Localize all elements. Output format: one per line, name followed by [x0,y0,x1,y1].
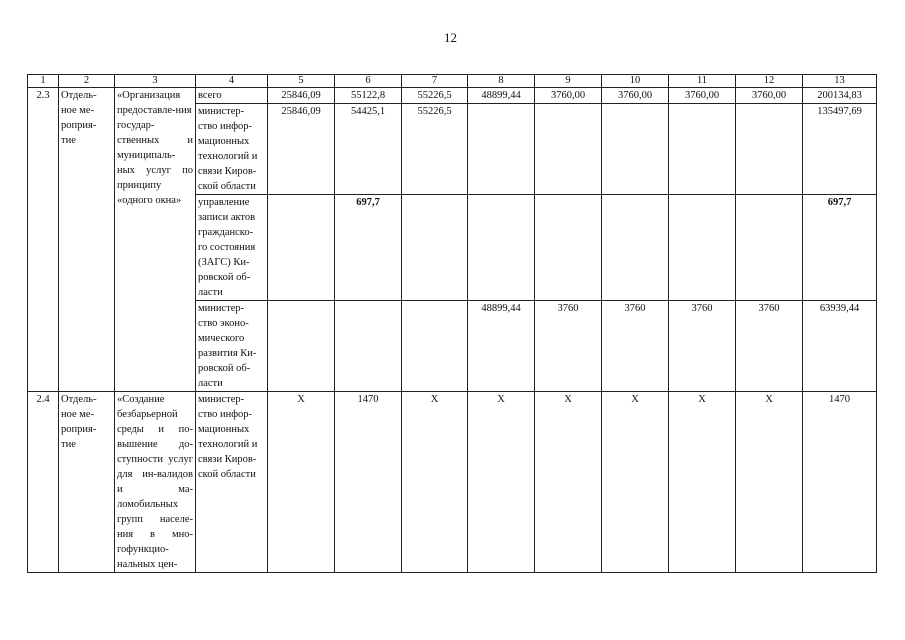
value-cell [268,195,335,301]
header-cell: 10 [602,75,669,88]
event-name: «Организация предоставле-ния государ-ственных и муниципаль-ных услуг по принципу «одного окна» [115,88,196,392]
value-cell: X [402,392,468,573]
header-cell: 6 [335,75,402,88]
value-cell: 697,7 [335,195,402,301]
header-cell: 11 [669,75,736,88]
header-cell: 1 [28,75,59,88]
value-cell: 25846,09 [268,88,335,104]
value-cell: X [602,392,669,573]
executor: всего [196,88,268,104]
header-cell: 5 [268,75,335,88]
value-cell [669,104,736,195]
value-cell: 200134,83 [803,88,877,104]
header-cell: 9 [535,75,602,88]
value-cell: 3760,00 [736,88,803,104]
value-cell: 1470 [335,392,402,573]
value-cell: X [669,392,736,573]
executor: управление записи актов гражданско- го состояния (ЗАГС) Ки- ровской об- ласти [196,195,268,301]
value-cell: X [468,392,535,573]
value-cell [602,104,669,195]
value-cell: 55122,8 [335,88,402,104]
value-cell: 3760 [736,301,803,392]
header-cell: 2 [59,75,115,88]
value-cell [535,104,602,195]
row-index: 2.3 [28,88,59,392]
header-cell: 7 [402,75,468,88]
value-cell: 3760 [602,301,669,392]
value-cell [468,104,535,195]
value-cell: 1470 [803,392,877,573]
executor: министер- ство инфор- мационных технологий и связи Киров- ской области [196,104,268,195]
value-cell: 48899,44 [468,301,535,392]
value-cell: X [736,392,803,573]
event-type: Отдель- ное ме- роприя- тие [59,88,115,392]
executor: министер- ство эконо- мического развития Ки- ровской об- ласти [196,301,268,392]
value-cell: 54425,1 [335,104,402,195]
value-cell: 3760,00 [535,88,602,104]
header-cell: 3 [115,75,196,88]
event-type: Отдель- ное ме- роприя- тие [59,392,115,573]
header-cell: 8 [468,75,535,88]
value-cell: 3760,00 [669,88,736,104]
page-number: 12 [444,30,457,45]
value-cell: 55226,5 [402,88,468,104]
budget-table [27,74,877,573]
value-cell [468,195,535,301]
value-cell [268,301,335,392]
value-cell: 63939,44 [803,301,877,392]
header-cell: 12 [736,75,803,88]
event-name: «Создание безбарьерной среды и по-вышение до-ступности услуг для ин-валидов и ма-ломобильных групп населе-ния в мно-гофункцио-нальных цен- [115,392,196,573]
table-row [28,392,877,573]
value-cell: 135497,69 [803,104,877,195]
value-cell [535,195,602,301]
header-row [28,75,877,88]
value-cell: 3760,00 [602,88,669,104]
value-cell: 3760 [669,301,736,392]
value-cell [736,104,803,195]
value-cell: X [268,392,335,573]
value-cell [402,195,468,301]
executor: министер- ство инфор- мационных технологий и связи Киров- ской области [196,392,268,573]
table-row [28,88,877,104]
value-cell: X [535,392,602,573]
value-cell [402,301,468,392]
value-cell [602,195,669,301]
value-cell: 25846,09 [268,104,335,195]
header-cell: 13 [803,75,877,88]
header-cell: 4 [196,75,268,88]
value-cell [736,195,803,301]
value-cell [335,301,402,392]
value-cell: 697,7 [803,195,877,301]
value-cell: 55226,5 [402,104,468,195]
row-index: 2.4 [28,392,59,573]
value-cell: 3760 [535,301,602,392]
value-cell [669,195,736,301]
value-cell: 48899,44 [468,88,535,104]
